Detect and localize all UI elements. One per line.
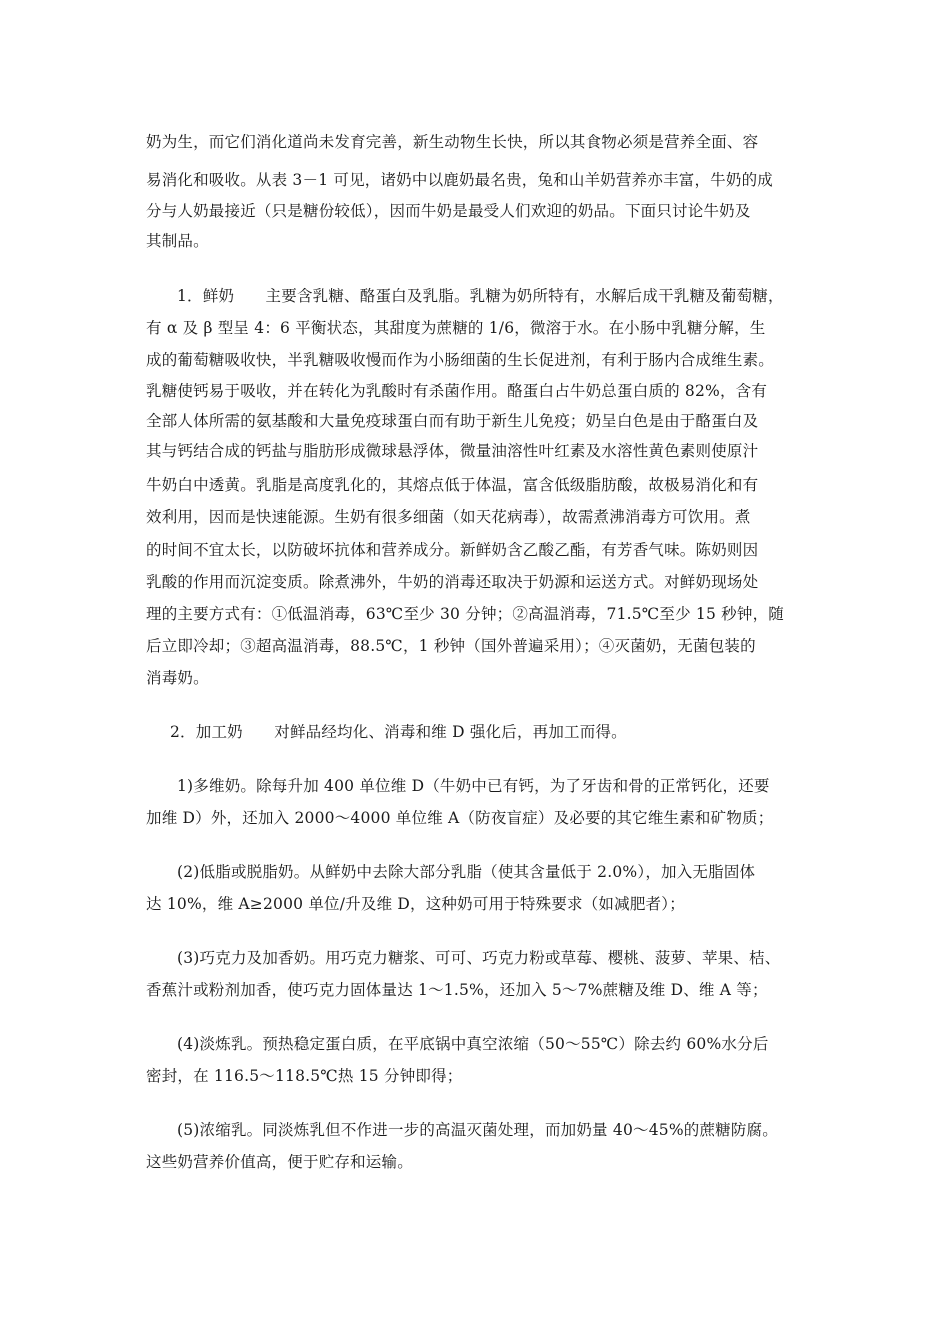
- text-line: 其与钙结合成的钙盐与脂肪形成微球悬浮体，微量油溶性叶红素及水溶性黄色素则使原汁: [146, 442, 759, 460]
- text-line: 乳糖使钙易于吸收，并在转化为乳酸时有杀菌作用。酪蛋白占牛奶总蛋白质的 82%，含有: [146, 382, 768, 400]
- text-line: 有 α 及 β 型呈 4：6 平衡状态，其甜度为蔗糖的 1/6，微溶于水。在小肠中乳糖分解，生: [146, 319, 766, 337]
- text-line: 的时间不宜太长，以防破坏抗体和营养成分。新鲜奶含乙酸乙酯，有芳香气味。陈奶则因: [146, 541, 759, 559]
- text-line: 牛奶白中透黄。乳脂是高度乳化的，其熔点低于体温，富含低级脂肪酸，故极易消化和有: [146, 476, 759, 494]
- text-line: 后立即冷却；③超高温消毒，88.5℃，1 秒钟（国外普遍采用）；④灭菌奶，无菌包装的: [146, 637, 756, 655]
- text-line: 效利用，因而是快速能源。生奶有很多细菌（如天花病毒），故需煮沸消毒方可饮用。煮: [146, 508, 751, 526]
- text-line: (2)低脂或脱脂奶。从鲜奶中去除大部分乳脂（使其含量低于 2.0%），加入无脂固体: [177, 863, 756, 881]
- text-line: 加维 D）外，还加入 2000～4000 单位维 A（防夜盲症）及必要的其它维生素和矿物质；: [146, 809, 774, 827]
- text-line: 1．鲜奶 主要含乳糖、酪蛋白及乳脂。乳糖为奶所特有，水解后成干乳糖及葡萄糖，: [177, 287, 784, 305]
- text-line: (3)巧克力及加香奶。用巧克力糖浆、可可、巧克力粉或草莓、樱桃、菠萝、苹果、桔、: [177, 949, 781, 967]
- text-line: 这些奶营养价值高，便于贮存和运输。: [146, 1153, 413, 1171]
- text-line: 达 10%，维 A≥2000 单位/升及维 D，这种奶可用于特殊要求（如减肥者）；: [146, 895, 685, 913]
- text-line: 消毒奶。: [146, 669, 209, 687]
- text-line: 2．加工奶 对鲜品经均化、消毒和维 D 强化后，再加工而得。: [170, 723, 627, 741]
- text-line: 成的葡萄糖吸收快，半乳糖吸收慢而作为小肠细菌的生长促进剂，有利于肠内合成维生素。: [146, 351, 775, 369]
- text-line: 易消化和吸收。从表 3－1 可见，诸奶中以鹿奶最名贵，兔和山羊奶营养亦丰富，牛奶的成: [146, 171, 773, 189]
- text-line: 乳酸的作用而沉淀变质。除煮沸外，牛奶的消毒还取决于奶源和运送方式。对鲜奶现场处: [146, 573, 759, 591]
- text-line: 奶为生，而它们消化道尚未发育完善，新生动物生长快，所以其食物必须是营养全面、容: [146, 133, 759, 151]
- text-line: 密封，在 116.5～118.5℃热 15 分钟即得；: [146, 1067, 463, 1085]
- text-line: 香蕉汁或粉剂加香，使巧克力固体量达 1～1.5%，还加入 5～7%蔗糖及维 D、维 A 等；: [146, 981, 768, 999]
- text-line: (5)浓缩乳。同淡炼乳但不作进一步的高温灭菌处理，而加奶量 40～45%的蔗糖防腐。: [177, 1121, 778, 1139]
- text-line: 分与人奶最接近（只是糖份较低），因而牛奶是最受人们欢迎的奶品。下面只讨论牛奶及: [146, 202, 751, 220]
- text-line: 全部人体所需的氨基酸和大量免疫球蛋白而有助于新生儿免疫；奶呈白色是由于酪蛋白及: [146, 412, 759, 430]
- text-line: 理的主要方式有：①低温消毒，63℃至少 30 分钟；②高温消毒，71.5℃至少 15 秒钟，随: [146, 605, 784, 623]
- text-line: 1)多维奶。除每升加 400 单位维 D（牛奶中已有钙，为了牙齿和骨的正常钙化，还要: [177, 777, 770, 795]
- text-line: (4)淡炼乳。预热稳定蛋白质，在平底锅中真空浓缩（50～55℃）除去约 60%水分后: [177, 1035, 769, 1053]
- text-line: 其制品。: [146, 232, 209, 250]
